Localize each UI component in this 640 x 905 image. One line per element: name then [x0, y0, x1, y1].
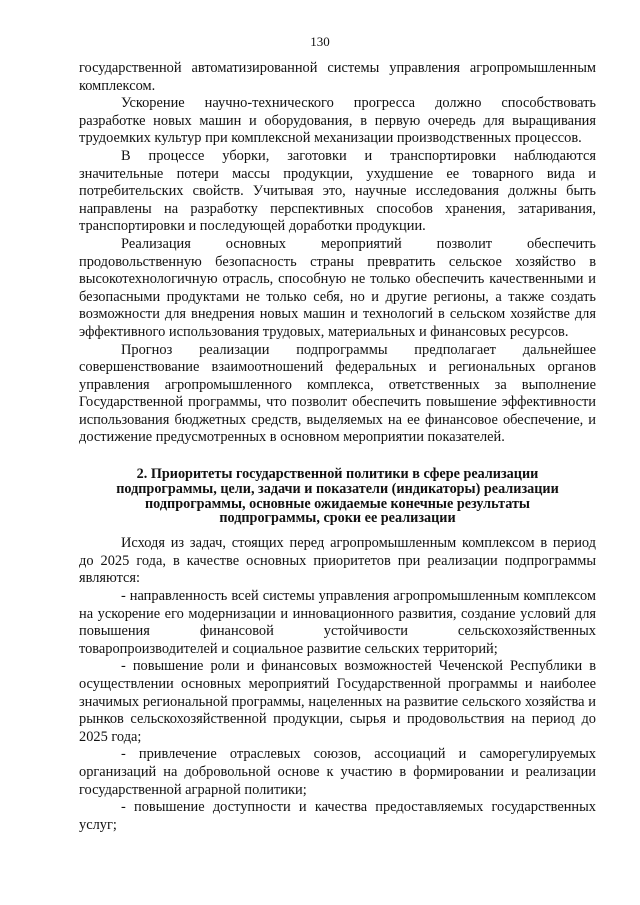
page-number: 130	[310, 34, 330, 49]
list-item: - направленность всей системы управления агропромышленным комплексом на ускорение его модернизации и инновационного развития, создание условий для повышения финансовой устойчивости сельскохозяйственных товаропроизводителей и социальное развитие сельских территорий;	[79, 588, 596, 657]
list-item: - повышение роли и финансовых возможностей Чеченской Республики в осуществлении основных мероприятий Государственной программы и наиболее значимых региональной программы, нацеленных на развитие сельского хозяйства и рынков сельскохозяйственной продукции, сырья и продовольствия на период до 2025 года;	[79, 658, 596, 745]
paragraph-tech-progress: Ускорение научно-технического прогресса должно способствовать разработке новых машин и оборудования, в первую очередь для выращивания трудоемких культур при комплексной механизации производственных процессов.	[79, 95, 596, 147]
list-item: - повышение доступности и качества предоставляемых государственных услуг;	[79, 799, 596, 833]
paragraph-priorities-intro: Исходя из задач, стоящих перед агропромышленным комплексом в период до 2025 года, в качестве основных приоритетов при реализации подпрограммы являются:	[79, 535, 596, 587]
paragraph-food-security: Реализация основных мероприятий позволит обеспечить продовольственную безопасность страны превратить сельское хозяйство в высокотехнологичную отрасль, способную не только обеспечить качественными и безопасными продуктами не только себя, но и другие регионы, а также создать возможности для внедрения новых машин и технологий в сельском хозяйстве для эффективного использования трудовых, материальных и финансовых ресурсов.	[79, 235, 596, 340]
paragraph-continuation: государственной автоматизированной системы управления агропромышленным комплексом.	[79, 60, 596, 94]
paragraph-harvest-losses: В процессе уборки, заготовки и транспортировки наблюдаются значительные потери массы продукции, ухудшение ее товарного вида и потребительских свойств. Учитывая это, научные исследования должны быть направлены на разработку перспективных способов хранения, затаривания, транспортировки и последующей доработки продукции.	[79, 147, 596, 235]
paragraph-forecast: Прогноз реализации подпрограммы предполагает дальнейшее совершенствование взаимоотношений федеральных и региональных органов управления агропромышленного комплекса, ответственных за выполнение Государственной программы, что позволит обеспечить повышение эффективности использования бюджетных средств, выделяемых на ее финансовое обеспечение, и достижение предусмотренных в основном мероприятии показателей.	[79, 341, 596, 446]
section-heading: 2. Приоритеты государственной политики в сфере реализации подпрограммы, цели, задачи и показатели (индикаторы) реализации подпрограммы, основные ожидаемые конечные результаты подпрограммы, сроки ее реализации	[116, 466, 559, 527]
page-content	[79, 60, 596, 834]
list-item: - привлечение отраслевых союзов, ассоциаций и саморегулируемых организаций на добровольной основе к участию в формировании и реализации государственной аграрной политики;	[79, 746, 596, 798]
